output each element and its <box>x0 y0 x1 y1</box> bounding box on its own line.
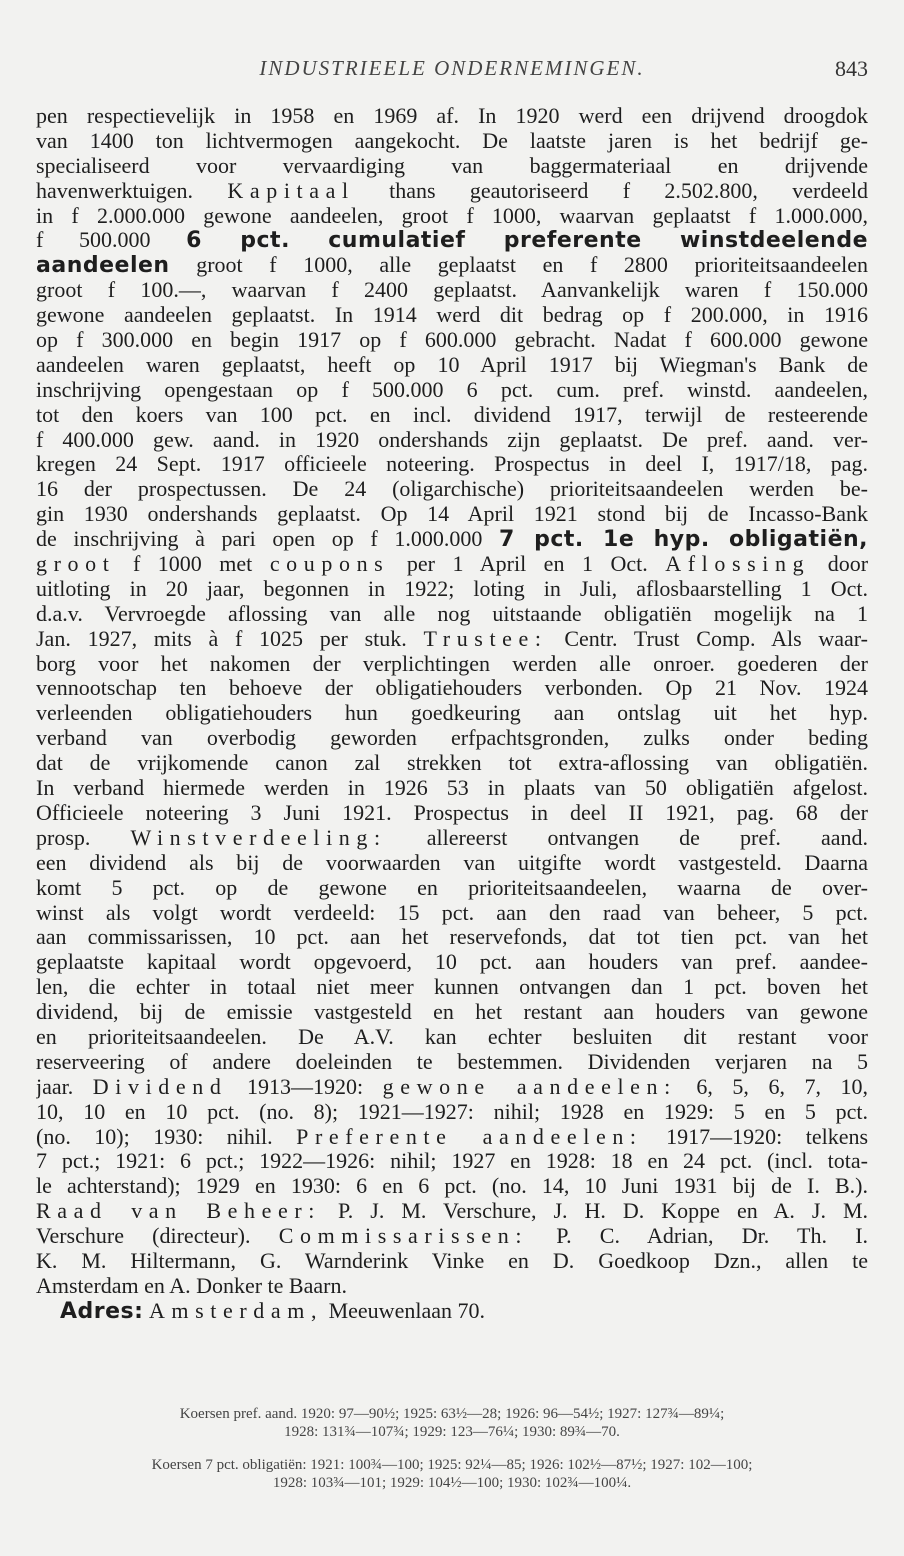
text-span: jaar. <box>36 1074 74 1099</box>
text-line: 10, 10 en 10 pct. (no. 8); 1921—1927: nihil; 1928 en 1929: 5 en 5 pct. <box>36 1099 868 1124</box>
section-heading-kapitaal: Kapitaal <box>227 178 355 203</box>
text-line: le achterstand); 1929 en 1930: 6 en 6 pct. (no. 14, 10 Juni 1931 bij de I. B.). <box>36 1174 868 1199</box>
text-span: P. J. M. Verschure, J. H. D. Koppe en A. J. M. <box>337 1199 868 1224</box>
text-line: komt 5 pct. op de gewone en prioriteitsaandeelen, waarna de over- <box>36 875 868 900</box>
text-span: prosp. <box>36 825 91 850</box>
text-line <box>36 527 868 552</box>
text-line <box>36 826 868 851</box>
section-heading-winstverdeeling: Winstverdeeling: <box>130 825 387 850</box>
text-span: de inschrijving à pari open op f 1.000.000 <box>36 527 483 552</box>
section-heading-commissarissen: Commissarissen: <box>278 1224 529 1249</box>
quote-line: Koersen pref. aand. 1920: 97—90½; 1925: 63½—28; 1926: 96—54½; 1927: 127¾—89¼; <box>179 1406 725 1422</box>
address-label: Adres: <box>60 1298 144 1324</box>
address-city: Amsterdam, <box>148 1298 324 1323</box>
text-span: f 500.000 <box>36 228 151 253</box>
text-line: op f 300.000 en begin 1917 op f 600.000 gebracht. Nadat f 600.000 gewone <box>36 328 868 353</box>
text-line: f 400.000 gew. aand. in 1920 ondershands zijn geplaatst. De pref. aand. ver- <box>36 427 868 452</box>
text-span: 6, 5, 6, 7, 10, <box>696 1074 868 1099</box>
running-title: INDUSTRIEELE ONDERNEMINGEN. <box>259 56 645 80</box>
text-line: tot den koers van 100 pct. en incl. dividend 1917, terwijl de resteerende <box>36 402 868 427</box>
text-line: in f 2.000.000 gewone aandeelen, groot f 1000, waarvan geplaatst f 1.000.000, <box>36 203 868 228</box>
text-line: Officieele noteering 3 Juni 1921. Prospectus in deel II 1921, pag. 68 der <box>36 800 868 825</box>
address-street: Meeuwenlaan 70. <box>328 1298 485 1323</box>
text-line: aandeelen waren geplaatst, heeft op 10 April 1917 bij Wiegman's Bank de <box>36 352 868 377</box>
text-line: 16 der prospectussen. De 24 (oligarchische) prioriteitsaandeelen werden be- <box>36 477 868 502</box>
text-span: 1913—1920: <box>247 1074 364 1099</box>
text-span: 1917—1920: telkens <box>666 1124 868 1149</box>
text-line: groot f 100.—, waarvan f 2400 geplaatst. Aanvankelijk waren f 150.000 <box>36 278 868 303</box>
text-line: kregen 24 Sept. 1917 officieele noteering. Prospectus in deel I, 1917/18, pag. <box>36 452 868 477</box>
text-line: dat de vrijkomende canon zal strekken tot extra-aflossing van obligatiën. <box>36 751 868 776</box>
text-line: specialiseerd voor vervaardiging van baggermateriaal en drijvende <box>36 153 868 178</box>
text-line <box>36 179 868 204</box>
address-line <box>36 1299 868 1324</box>
text-line: verleenden obligatiehouders hun goedkeuring aan ontslag uit het hyp. <box>36 701 868 726</box>
text-line: en prioriteitsaandeelen. De A.V. kan echter besluiten dit restant voor <box>36 1024 868 1049</box>
share-class-heading: 6 pct. cumulatief preferente winstdeelende <box>186 228 868 254</box>
text-line <box>36 1075 868 1100</box>
text-line: borg voor het nakomen der verplichtingen werden alle onroer. goederen der <box>36 651 868 676</box>
price-quotations <box>36 1405 868 1492</box>
section-heading-raad-van-beheer: Raad van Beheer: <box>36 1199 321 1224</box>
text-line <box>36 1199 868 1224</box>
text-line: een dividend als bij de voorwaarden van uitgifte wordt vastgesteld. Daarna <box>36 850 868 875</box>
text-line: inschrijving opengestaan op f 500.000 6 pct. cum. pref. winstd. aandeelen, <box>36 377 868 402</box>
spaced-subheading: gewone aandeelen: <box>382 1074 677 1099</box>
text-line: Amsterdam en A. Donker te Baarn. <box>36 1273 347 1298</box>
text-span: Jan. 1927, mits à f 1025 per stuk. <box>36 626 407 651</box>
text-line: verband van overbodig geworden erfpachtsgronden, zulks onder beding <box>36 726 868 751</box>
quote-line: 1928: 103¾—101; 1929: 104½—100; 1930: 102¾—100¼. <box>272 1475 632 1491</box>
text-line: gin 1930 ondershands geplaatst. Op 14 April 1921 stond bij de Incasso-Bank <box>36 502 868 527</box>
bond-quotes <box>36 1456 868 1492</box>
text-span: Centr. Trust Comp. Als waar- <box>564 626 868 651</box>
page-number: 843 <box>835 56 868 81</box>
text-line: winst als volgt wordt verdeeld: 15 pct. aan den raad van beheer, 5 pct. <box>36 900 868 925</box>
bond-heading: 7 pct. 1e hyp. obligatiën, <box>499 527 868 553</box>
text-line: d.a.v. Vervroegde aflossing van alle nog uitstaande obligatiën mogelijk na 1 <box>36 601 868 626</box>
text-line <box>36 228 868 253</box>
section-heading-aflossing: Aflossing <box>665 552 811 577</box>
text-line <box>36 552 868 577</box>
text-line: pen respectievelijk in 1958 en 1969 af. In 1920 werd een drijvend droogdok <box>36 104 868 128</box>
text-line: 7 pct.; 1921: 6 pct.; 1922—1926: nihil; 1927 en 1928: 18 en 24 pct. (incl. tota- <box>36 1149 868 1174</box>
section-heading-dividend: Dividend <box>92 1074 228 1099</box>
text-span: (no. 10); 1930: nihil. <box>36 1124 273 1149</box>
text-span: per 1 April en 1 Oct. <box>406 552 648 577</box>
spaced-word: coupons <box>269 552 390 577</box>
company-description <box>36 104 868 1324</box>
section-heading-trustee: Trustee: <box>423 626 548 651</box>
text-line: aan commissarissen, 10 pct. aan het reservefonds, dat tot tien pct. van het <box>36 925 868 950</box>
text-line: len, die echter in totaal niet meer kunnen ontvangen dan 1 pct. boven het <box>36 975 868 1000</box>
text-line: reserveering of andere doeleinden te bestemmen. Dividenden verjaren na 5 <box>36 1049 868 1074</box>
text-line: geplaatste kapitaal wordt opgevoerd, 10 pct. aan houders van pref. aandee- <box>36 950 868 975</box>
text-span: P. C. Adrian, Dr. Th. I. <box>556 1224 868 1249</box>
text-span: thans geautoriseerd f 2.502.800, verdeeld <box>389 178 868 203</box>
spaced-word: groot <box>36 552 116 577</box>
quote-line: 1928: 131¾—107¾; 1929: 123—76¼; 1930: 89¾—70. <box>284 1424 620 1440</box>
page-header <box>36 56 868 90</box>
text-line: vennootschap ten behoeve der obligatiehouders verbonden. Op 21 Nov. 1924 <box>36 676 868 701</box>
text-line <box>36 1125 868 1150</box>
text-line: K. M. Hiltermann, G. Warnderink Vinke en D. Goedkoop Dzn., allen te <box>36 1248 868 1273</box>
text-line: In verband hiermede werden in 1926 53 in plaats van 50 obligatiën afgelost. <box>36 776 868 801</box>
quote-line: Koersen 7 pct. obligatiën: 1921: 100¾—100; 1925: 92¼—85; 1926: 102½—87½; 1927: 102—100; <box>151 1457 753 1473</box>
text-line: dividend, bij de emissie vastgesteld en het restant aan houders van gewone <box>36 1000 868 1025</box>
text-line <box>36 253 868 278</box>
text-span: Verschure (directeur). <box>36 1224 251 1249</box>
text-line <box>36 627 868 652</box>
text-span: allereerst ontvangen de pref. aand. <box>426 825 868 850</box>
share-class-heading: aandeelen <box>36 253 170 279</box>
text-line <box>36 1224 868 1249</box>
text-line: van 1400 ton lichtvermogen aangekocht. De laatste jaren is het bedrijf ge- <box>36 128 868 153</box>
text-line: gewone aandeelen geplaatst. In 1914 werd dit bedrag op f 200.000, in 1916 <box>36 303 868 328</box>
spaced-subheading: Preferente aandeelen: <box>296 1124 643 1149</box>
pref-share-quotes <box>36 1405 868 1441</box>
text-span: groot f 1000, alle geplaatst en f 2800 prioriteitsaandeelen <box>196 253 868 278</box>
text-span: door <box>827 552 868 577</box>
text-line: uitloting in 20 jaar, begonnen in 1922; loting in Juli, aflosbaarstelling 1 Oct. <box>36 576 868 601</box>
text-span: havenwerktuigen. <box>36 178 193 203</box>
text-span: f 1000 met <box>132 552 253 577</box>
